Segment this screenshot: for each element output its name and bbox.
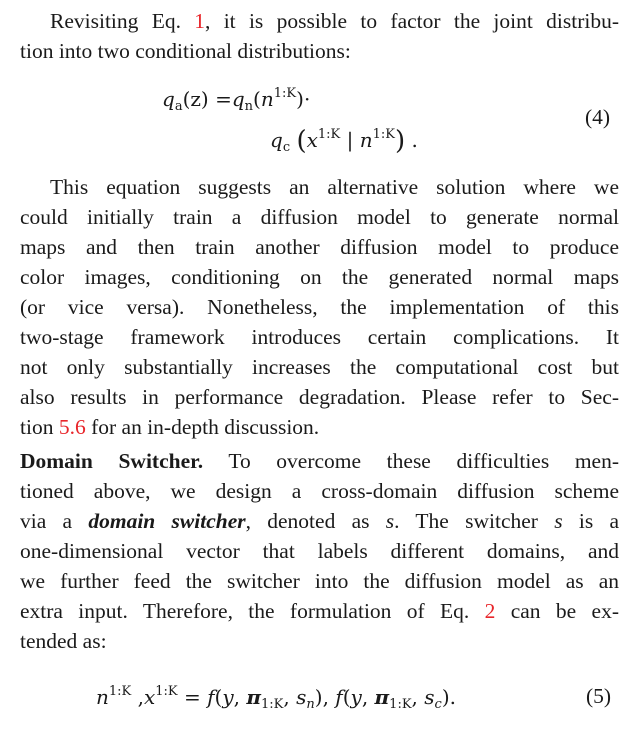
text-line: tioned above, we design a cross-domain diffusion scheme	[20, 479, 619, 503]
text-line: via a domain switcher, denoted as s. The switcher s is a	[20, 509, 620, 533]
text-line: not only substantially increases the computational cost but	[20, 355, 619, 379]
text-line: also results in performance degradation. Please refer to Sec-	[20, 385, 619, 409]
equation-reference-link[interactable]: 2	[484, 599, 496, 623]
text-line: (or vice versa). Nonetheless, the implementation of this	[20, 295, 619, 319]
equation-reference-link[interactable]: 1	[194, 9, 206, 33]
section-heading: Domain Switcher.	[20, 449, 204, 473]
equation-4-line-2: $q_c$ ($x^{1:K}$ | $n^{1:K}$) .	[270, 126, 418, 156]
text-line: one-dimensional vector that labels different domains, and	[20, 539, 619, 563]
text-line: two-stage framework introduces certain complications. It	[20, 325, 619, 349]
equation-5-expression: $n^{1:K}$ $,x^{1:K} = f(y$, $\pi_{1:K}$, $s_n$), f(y, $\pi_{1:K}$, $s_c$).	[96, 684, 456, 712]
equation-number: (4)	[585, 105, 611, 129]
text-line: tended as:	[20, 629, 107, 653]
emphasized-term: domain switcher	[88, 509, 246, 533]
section-reference-link[interactable]: 5.6	[58, 415, 86, 439]
text-line: extra input. Therefore, the formulation of Eq. 2 can be ex-	[20, 599, 619, 623]
text-line: tion into two conditional distributions:	[20, 39, 351, 63]
text-line: we further feed the switcher into the diffusion model as an	[20, 569, 619, 593]
text-line: Domain Switcher. To overcome these difficulties men-	[20, 449, 619, 473]
text-line: maps and then train another diffusion model to produce	[20, 235, 619, 259]
equation-4-line-1: $q_a(z) =q_n(n^{1:K})\cdot$	[162, 86, 311, 114]
text-line: color images, conditioning on the generated normal maps	[20, 265, 619, 289]
equation-number: (5)	[586, 684, 612, 708]
text-line: Revisiting Eq. 1, it is possible to factor the joint distribu-	[50, 9, 619, 33]
text-line: could initially train a diffusion model to generate normal	[20, 205, 619, 229]
text-line: tion 5.6 for an in-depth discussion.	[20, 415, 320, 439]
text-line: This equation suggests an alternative solution where we	[50, 175, 619, 199]
